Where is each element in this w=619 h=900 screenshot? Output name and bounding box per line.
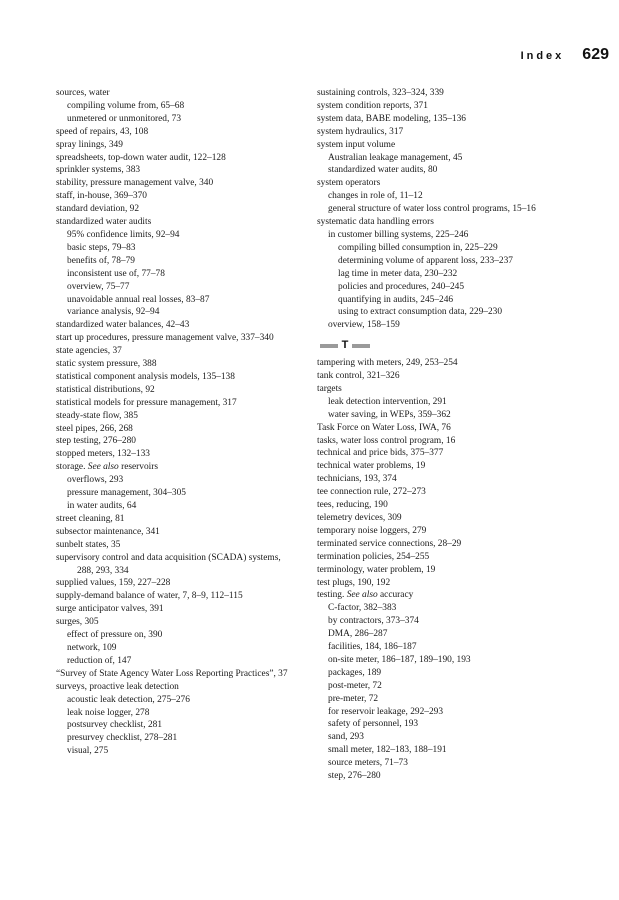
index-entry: [317, 486, 579, 499]
index-subentry: [56, 229, 296, 242]
index-subentry: [56, 242, 296, 255]
entry-text: leak detection intervention, 291: [328, 396, 447, 407]
index-entry: [56, 539, 296, 552]
entry-text: pressure management, 304–305: [67, 488, 186, 499]
entry-text: in customer billing systems, 225–246: [328, 229, 469, 240]
index-subentry: [56, 732, 296, 745]
index-subentry: [56, 255, 296, 268]
index-subentry: [56, 707, 296, 720]
index-entry: [56, 319, 296, 332]
entry-text: sand, 293: [328, 732, 364, 743]
index-entry: [317, 422, 579, 435]
entry-text: start up procedures, pressure management valve, 337–340: [56, 333, 274, 344]
index-subentry: [317, 693, 579, 706]
index-subentry: [317, 409, 579, 422]
entry-text: sunbelt states, 35: [56, 539, 121, 550]
entry-text: temporary noise loggers, 279: [317, 525, 427, 536]
index-subentry: [56, 487, 296, 500]
entry-text: sustaining controls, 323–324, 339: [317, 88, 444, 98]
index-entry: [56, 332, 296, 345]
entry-text: tees, reducing, 190: [317, 500, 388, 511]
index-subentry: [56, 655, 296, 668]
entry-text: subsector maintenance, 341: [56, 526, 160, 537]
index-entry: [56, 668, 296, 681]
index-subentry: [317, 615, 579, 628]
entry-text: street cleaning, 81: [56, 513, 125, 524]
entry-text: termination policies, 254–255: [317, 551, 430, 562]
entry-text: state agencies, 37: [56, 346, 122, 357]
entry-text: safety of personnel, 193: [328, 719, 419, 730]
index-subentry: [56, 629, 296, 642]
entry-text: pre-meter, 72: [328, 693, 379, 704]
entry-text: spray linings, 349: [56, 139, 123, 150]
index-subentry: [317, 628, 579, 641]
entry-text: tampering with meters, 249, 253–254: [317, 358, 458, 369]
entry-text: supply-demand balance of water, 7, 8–9, 112–115: [56, 591, 243, 602]
entry-text: policies and procedures, 240–245: [338, 281, 465, 292]
index-entry: [56, 190, 296, 203]
entry-text: terminology, water problem, 19: [317, 564, 436, 575]
index-entry: [56, 397, 296, 410]
index-subentry: [317, 294, 579, 307]
entry-text: system data, BABE modeling, 135–136: [317, 113, 466, 124]
index-subentry: [317, 203, 579, 216]
entry-text: standard deviation, 92: [56, 204, 140, 215]
entry-text: sources, water: [56, 88, 110, 98]
entry-text: post-meter, 72: [328, 680, 382, 691]
entry-text: overflows, 293: [67, 475, 124, 486]
entry-text: network, 109: [67, 642, 117, 653]
index-subentry: [317, 706, 579, 719]
index-subentry: [317, 152, 579, 165]
entry-text: targets: [317, 383, 342, 394]
entry-text: Task Force on Water Loss, IWA, 76: [317, 422, 451, 433]
index-entry: [56, 577, 296, 590]
index-column-left: [56, 87, 296, 758]
entry-text: lag time in meter data, 230–232: [338, 268, 458, 279]
index-entry: [317, 538, 579, 551]
index-subentry: [317, 744, 579, 757]
index-subentry: [317, 654, 579, 667]
index-entry: [317, 87, 579, 100]
entry-text: technical water problems, 19: [317, 461, 426, 472]
page-number: 629: [582, 46, 609, 63]
entry-text: compiling volume from, 65–68: [67, 100, 185, 111]
index-subentry: [56, 100, 296, 113]
entry-text: speed of repairs, 43, 108: [56, 126, 149, 137]
see-also-target: reservoirs: [121, 462, 159, 473]
entry-text: inconsistent use of, 77–78: [67, 268, 165, 279]
index-subentry: [317, 770, 579, 783]
index-entry: [56, 345, 296, 358]
index-entry: [56, 164, 296, 177]
entry-text: Australian leakage management, 45: [328, 152, 463, 163]
index-entry: [317, 100, 579, 113]
index-subentry: [56, 694, 296, 707]
entry-text: visual, 275: [67, 746, 109, 757]
index-subentry: [56, 113, 296, 126]
entry-text: acoustic leak detection, 275–276: [67, 694, 190, 705]
entry-text: DMA, 286–287: [328, 629, 388, 640]
entry-text: statistical models for pressure management, 317: [56, 397, 237, 408]
index-subentry: [56, 719, 296, 732]
entry-text: effect of pressure on, 390: [67, 630, 163, 641]
index-entry: [56, 384, 296, 397]
entry-text: system condition reports, 371: [317, 100, 428, 111]
entry-text: packages, 189: [328, 667, 382, 678]
index-entry: [317, 473, 579, 486]
index-entry: [56, 87, 296, 100]
index-entry: [317, 447, 579, 460]
index-subentry: [56, 268, 296, 281]
index-subentry: [317, 396, 579, 409]
see-also-label: See also: [87, 462, 119, 473]
index-entry: [56, 616, 296, 629]
index-subentry: [317, 306, 579, 319]
entry-text: step testing, 276–280: [56, 436, 136, 447]
index-entry: [56, 681, 296, 694]
entry-text: standardized water audits: [56, 217, 152, 228]
index-entry: [56, 603, 296, 616]
entry-text: standardized water balances, 42–43: [56, 320, 190, 331]
entry-text: telemetry devices, 309: [317, 512, 402, 523]
entry-text: step, 276–280: [328, 771, 381, 782]
entry-text: supplied values, 159, 227–228: [56, 578, 171, 589]
entry-text: system hydraulics, 317: [317, 126, 404, 137]
entry-text: surges, 305: [56, 617, 99, 628]
entry-text: statistical component analysis models, 135–138: [56, 371, 235, 382]
index-subentry: [56, 745, 296, 758]
entry-text: storage.: [56, 462, 86, 473]
index-column-right: [317, 87, 579, 783]
entry-text: steel pipes, 266, 268: [56, 423, 133, 434]
index-subentry: [317, 164, 579, 177]
entry-text: small meter, 182–183, 188–191: [328, 745, 447, 756]
index-entry: [317, 589, 579, 602]
entry-text: on-site meter, 186–187, 189–190, 193: [328, 654, 471, 665]
index-subentry: [317, 268, 579, 281]
index-entry: [56, 139, 296, 152]
entry-text: technicians, 193, 374: [317, 474, 397, 485]
index-subentry: [56, 281, 296, 294]
entry-text: staff, in-house, 369–370: [56, 191, 147, 202]
section-letter: T: [341, 339, 349, 352]
section-title: Index: [520, 50, 565, 62]
see-also-label: See also: [346, 590, 378, 601]
index-entry: [56, 526, 296, 539]
index-entry: [56, 126, 296, 139]
index-entry: [56, 461, 296, 474]
index-entry: [317, 177, 579, 190]
index-subentry: [56, 306, 296, 319]
entry-text: presurvey checklist, 278–281: [67, 733, 178, 744]
entry-text: supervisory control and data acquisition (SCADA) systems, 288, 293, 334: [56, 552, 281, 576]
index-entry: [56, 552, 296, 578]
index-entry: [56, 152, 296, 165]
index-entry: [56, 177, 296, 190]
entry-text: 95% confidence limits, 92–94: [67, 229, 180, 240]
index-entry: [56, 513, 296, 526]
entry-text: determining volume of apparent loss, 233–237: [338, 255, 513, 266]
index-entry: [317, 113, 579, 126]
index-subentry: [317, 319, 579, 332]
entry-text: compiling billed consumption in, 225–229: [338, 242, 498, 253]
entry-text: standardized water audits, 80: [328, 165, 438, 176]
index-entry: [56, 423, 296, 436]
index-entry: [317, 126, 579, 139]
entry-text: C-factor, 382–383: [328, 603, 397, 614]
index-entry: [56, 410, 296, 423]
index-entry: [317, 499, 579, 512]
entry-text: surge anticipator valves, 391: [56, 604, 164, 615]
entry-text: benefits of, 78–79: [67, 255, 135, 266]
index-subentry: [56, 294, 296, 307]
entry-text: tasks, water loss control program, 16: [317, 435, 456, 446]
entry-text: general structure of water loss control programs, 15–16: [328, 204, 536, 215]
index-subentry: [317, 255, 579, 268]
entry-text: stopped meters, 132–133: [56, 449, 150, 460]
index-entry: [317, 435, 579, 448]
entry-text: facilities, 184, 186–187: [328, 642, 417, 653]
index-entry: [56, 448, 296, 461]
entry-text: using to extract consumption data, 229–230: [338, 307, 503, 318]
index-entry: [317, 551, 579, 564]
entry-text: overview, 158–159: [328, 320, 400, 331]
entry-text: systematic data handling errors: [317, 217, 434, 228]
index-group-t: [317, 357, 579, 783]
entry-text: overview, 75–77: [67, 281, 130, 292]
index-subentry: [56, 500, 296, 513]
entry-text: test plugs, 190, 192: [317, 577, 391, 588]
divider-bar-right: [352, 344, 370, 348]
index-entry: [56, 216, 296, 229]
entry-text: testing.: [317, 590, 345, 601]
index-entry: [317, 577, 579, 590]
index-subentry: [56, 474, 296, 487]
index-subentry: [317, 281, 579, 294]
index-entry: [317, 370, 579, 383]
entry-text: steady-state flow, 385: [56, 410, 138, 421]
entry-text: water saving, in WEPs, 359–362: [328, 409, 451, 420]
index-entry: [317, 512, 579, 525]
letter-divider-t: [317, 339, 373, 352]
entry-text: for reservoir leakage, 292–293: [328, 706, 444, 717]
entry-text: quantifying in audits, 245–246: [338, 294, 454, 305]
index-subentry: [317, 718, 579, 731]
index-entry: [317, 357, 579, 370]
index-entry: [317, 139, 579, 152]
entry-text: “Survey of State Agency Water Loss Reporting Practices”, 37: [56, 668, 288, 679]
entry-text: unmetered or unmonitored, 73: [67, 113, 182, 124]
entry-text: surveys, proactive leak detection: [56, 681, 179, 692]
entry-text: by contractors, 373–374: [328, 616, 419, 627]
index-subentry: [317, 190, 579, 203]
entry-text: unavoidable annual real losses, 83–87: [67, 294, 210, 305]
entry-text: source meters, 71–73: [328, 758, 408, 769]
index-group-s: [317, 87, 579, 332]
index-subentry: [317, 731, 579, 744]
entry-text: postsurvey checklist, 281: [67, 720, 163, 731]
index-entry: [317, 564, 579, 577]
entry-text: technical and price bids, 375–377: [317, 448, 444, 459]
index-subentry: [317, 242, 579, 255]
running-header: [521, 46, 609, 64]
entry-text: tee connection rule, 272–273: [317, 487, 426, 498]
divider-bar-left: [320, 344, 338, 348]
index-subentry: [317, 757, 579, 770]
index-entry: [56, 358, 296, 371]
entry-text: variance analysis, 92–94: [67, 307, 160, 318]
entry-text: leak noise logger, 278: [67, 707, 150, 718]
entry-text: reduction of, 147: [67, 655, 132, 666]
entry-text: basic steps, 79–83: [67, 242, 136, 253]
index-entry: [56, 435, 296, 448]
entry-text: static system pressure, 388: [56, 359, 157, 370]
entry-text: terminated service connections, 28–29: [317, 538, 462, 549]
entry-text: stability, pressure management valve, 340: [56, 178, 214, 189]
see-also-target: accuracy: [380, 590, 414, 601]
entry-text: spreadsheets, top-down water audit, 122–128: [56, 152, 226, 163]
index-entry: [317, 460, 579, 473]
index-entry: [317, 216, 579, 229]
entry-text: in water audits, 64: [67, 501, 137, 511]
index-entry: [317, 383, 579, 396]
index-entry: [317, 525, 579, 538]
index-subentry: [317, 229, 579, 242]
index-subentry: [317, 602, 579, 615]
index-subentry: [56, 642, 296, 655]
entry-text: statistical distributions, 92: [56, 384, 155, 395]
entry-text: sprinkler systems, 383: [56, 165, 141, 176]
entry-text: system operators: [317, 178, 381, 189]
index-subentry: [317, 667, 579, 680]
index-entry: [56, 371, 296, 384]
index-subentry: [317, 680, 579, 693]
entry-text: changes in role of, 11–12: [328, 191, 423, 202]
index-subentry: [317, 641, 579, 654]
index-entry: [56, 203, 296, 216]
entry-text: tank control, 321–326: [317, 371, 400, 382]
index-entry: [56, 590, 296, 603]
entry-text: system input volume: [317, 139, 396, 150]
